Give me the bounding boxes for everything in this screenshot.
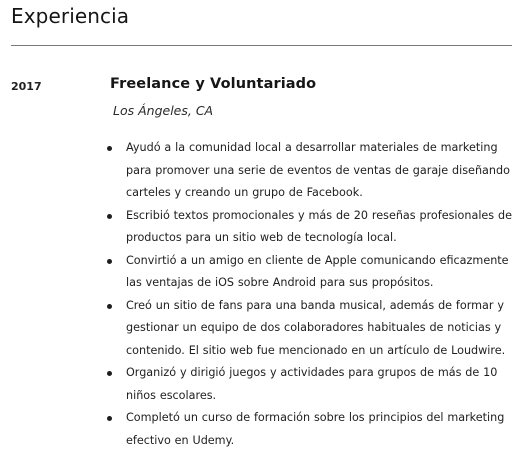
section-title: Experiencia [11, 4, 130, 28]
bullet-dot-icon [107, 304, 112, 309]
bullet-dot-icon [107, 259, 112, 264]
bullet-dot-icon [107, 416, 112, 421]
bullet-item [106, 205, 518, 250]
bullet-item [106, 362, 518, 407]
section-divider [11, 45, 512, 46]
entry-year: 2017 [11, 80, 42, 93]
bullet-list [106, 137, 518, 452]
bullet-dot-icon [107, 214, 112, 219]
bullet-text: Completó un curso de formación sobre los principios del marketing efectivo en Udemy. [126, 411, 505, 447]
entry-location: Los Ángeles, CA [113, 103, 214, 118]
bullet-item [106, 295, 518, 363]
entry-title: Freelance y Voluntariado [110, 76, 317, 92]
bullet-item [106, 137, 518, 205]
bullet-item [106, 250, 518, 295]
bullet-text: Escribió textos promocionales y más de 20 reseñas profesionales de productos para un sitio web de tecnología local. [126, 208, 512, 244]
bullet-dot-icon [107, 371, 112, 376]
bullet-text: Ayudó a la comunidad local a desarrollar materiales de marketing para promover una serie de eventos de ventas de garaje diseñando carteles y creando un grupo de Facebook. [126, 141, 510, 199]
bullet-text: Organizó y dirigió juegos y actividades para grupos de más de 10 niños escolares. [126, 366, 498, 402]
bullet-item [106, 407, 518, 452]
bullet-text: Convirtió a un amigo en cliente de Apple comunicando eficazmente las ventajas de iOS sobre Android para sus propósitos. [126, 253, 509, 289]
bullet-dot-icon [107, 146, 112, 151]
bullet-text: Creó un sitio de fans para una banda musical, además de formar y gestionar un equipo de dos colaboradores habituales de noticias y contenido. El sitio web fue mencionado en un artículo de Loudwire. [126, 298, 506, 357]
